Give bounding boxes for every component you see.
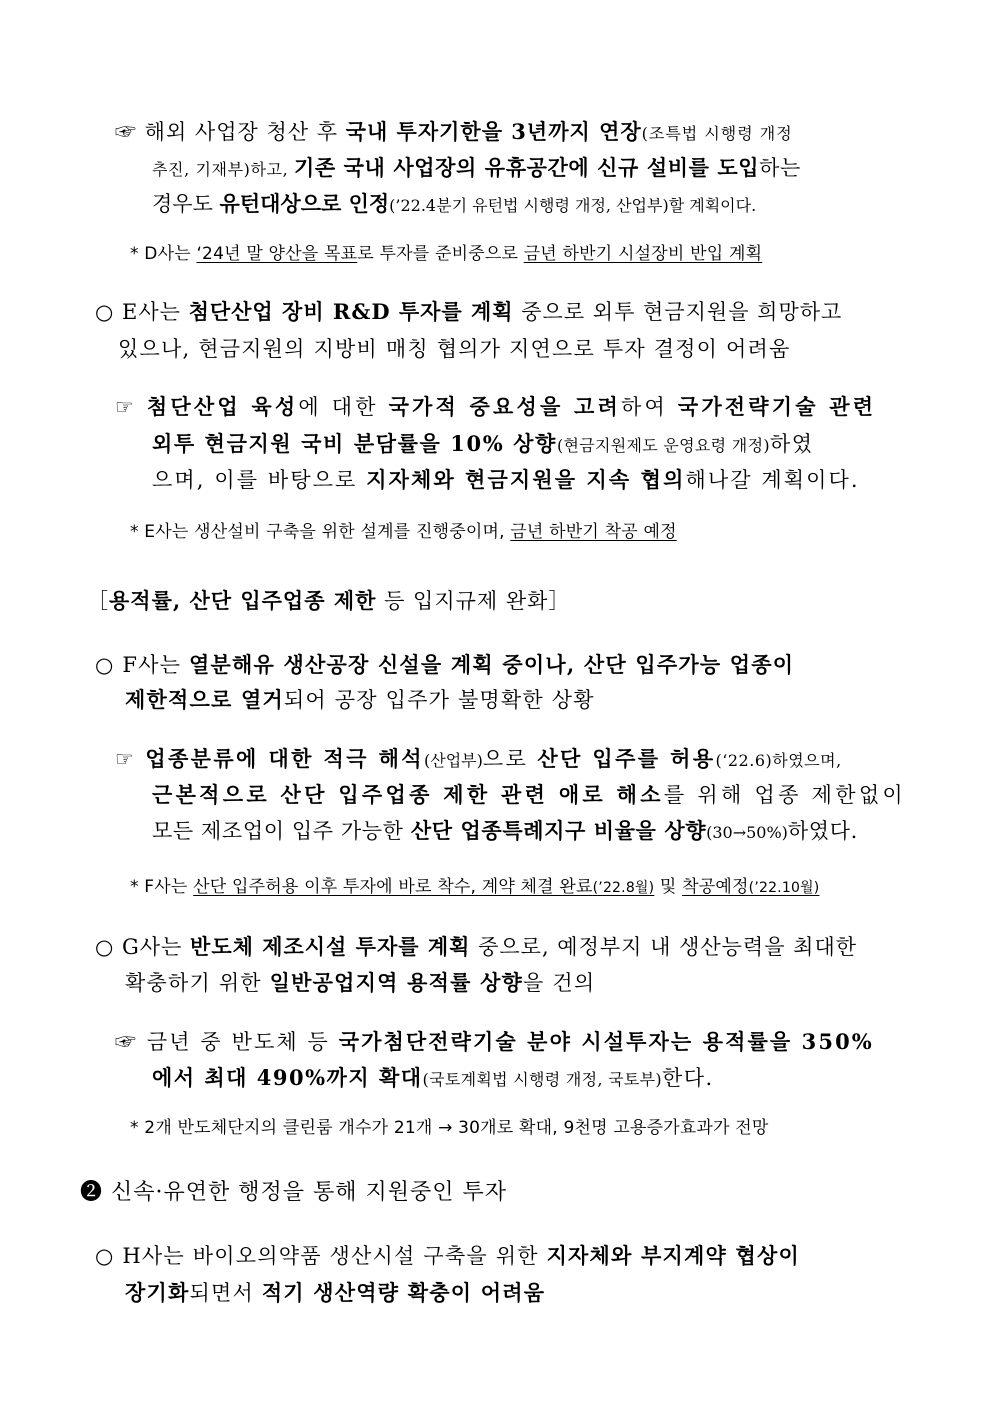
bold-text: 국내 투자기한을 3년까지 연장 (345, 119, 642, 144)
small-text: (조특법 시행령 개정 (641, 124, 793, 143)
bullet-item (95, 1241, 800, 1271)
bold-text: 산단 입주를 허용 (537, 746, 716, 771)
text-span: 한다. (661, 1066, 714, 1090)
paragraph-line (152, 429, 814, 461)
text-span: ☞ (115, 395, 147, 419)
bold-text: 국가첨단전략기술 분야 시설투자는 용적률을 350% (338, 1029, 874, 1054)
text-span: 신속·유연한 행정을 통해 지원중인 투자 (103, 1180, 508, 1205)
text-span: 및 (654, 877, 683, 897)
text-span: ○ E사는 (95, 300, 189, 324)
text-span: 을 건의 (523, 971, 596, 995)
text-span: 확충하기 위한 (125, 971, 270, 995)
bold-text: 용적률, 산단 입주업종 제한 (109, 588, 377, 613)
bold-text: 외투 현금지원 국비 분담률을 10% 상향 (152, 431, 557, 456)
bold-text: 제한적으로 열거 (125, 687, 284, 712)
paragraph-line (125, 968, 595, 998)
paragraph-line (152, 465, 860, 495)
text-span: 에 대한 (298, 395, 389, 419)
text-span: * E사는 생산설비 구축을 위한 설계를 진행중이며, (130, 522, 511, 542)
text-span: 하였 (769, 432, 814, 456)
footnote (130, 1113, 769, 1143)
bold-text: 장기화 (125, 1280, 190, 1305)
bold-text: 첨단산업 장비 R&D 투자를 계획 (188, 299, 514, 324)
bullet-item (95, 297, 842, 327)
bullet-item (95, 650, 794, 680)
bold-text: 열분해유 생산공장 신설을 계획 중이나, 산단 입주가능 업종이 (189, 652, 795, 677)
underlined-text: 산단 입주허용 이후 투자에 바로 착수, 계약 체결 완료 (193, 877, 593, 897)
text-span: 하여 (620, 395, 678, 419)
text-span: 으며, 이를 바탕으로 (152, 468, 367, 492)
underlined-text: (’22.10월) (748, 880, 820, 896)
text-span: 모든 제조업이 입주 가능한 (152, 819, 411, 843)
text-span: 해나갈 계획이다. (685, 468, 860, 492)
bold-text: 산단 업종특례지구 비율을 상향 (410, 818, 707, 843)
text-span: * 2개 반도체단지의 클린룸 개수가 21개 → 30개로 확대, 9천명 고용증가효과가 전망 (130, 1118, 769, 1138)
footnote (130, 872, 819, 903)
section-heading (87, 586, 570, 616)
footnote (130, 239, 762, 269)
paragraph-line (115, 392, 876, 422)
bold-text: 지자체와 부지계약 협상이 (546, 1243, 800, 1268)
underlined-text: 금년 하반기 시설장비 반입 계획 (523, 244, 763, 264)
paragraph-line (118, 334, 790, 364)
text-span: 되면서 (189, 1281, 262, 1305)
small-text: (‘22.6)하였으며, (715, 751, 842, 770)
text-span: ○ G사는 (95, 935, 191, 959)
text-span: 으로 (482, 747, 538, 771)
underlined-text: 금년 하반기 착공 예정 (510, 522, 677, 542)
underlined-text: 착공예정 (682, 877, 749, 897)
paragraph-line (152, 780, 906, 810)
text-span: 등 입지규제 완화］ (376, 589, 571, 613)
footnote (130, 517, 677, 547)
text-span: ☞ (115, 747, 146, 771)
paragraph-line (152, 816, 858, 848)
bold-text: 업종분류에 대한 적극 해석 (145, 746, 424, 771)
bullet-item (95, 932, 857, 962)
text-span: 있으나, 현금지원의 지방비 매칭 협의가 지연으로 투자 결정이 어려움 (118, 337, 791, 361)
bold-text: 유턴대상으로 인정 (219, 191, 390, 216)
text-span: ☞ 금년 중 반도체 등 (115, 1030, 339, 1054)
text-span: * F사는 (130, 877, 194, 897)
bold-text: 국가적 중요성을 고려 (388, 394, 621, 419)
bold-text: 기존 국내 사업장의 유휴공간에 신규 설비를 도입 (293, 155, 760, 180)
paragraph-line (152, 189, 756, 221)
text-span: 되어 공장 입주가 불명확한 상황 (283, 688, 595, 712)
text-span: 하였다. (787, 819, 858, 843)
text-span: ○ F사는 (95, 653, 190, 677)
small-text: (산업부) (424, 751, 483, 770)
bold-text: 일반공업지역 용적률 상향 (269, 970, 524, 995)
text-span: 경우도 (152, 192, 220, 216)
text-span: * D사는 (130, 244, 197, 264)
text-span: 중으로, 예정부지 내 생산능력을 최대한 (470, 935, 858, 959)
paragraph-line (115, 117, 793, 149)
text-span: 하는 (759, 156, 801, 180)
paragraph-line (125, 685, 595, 715)
small-text: (현금지원제도 운영요령 개정) (556, 436, 770, 455)
paragraph-line (152, 153, 801, 185)
underlined-text: ‘24년 말 양산을 목표 (196, 244, 358, 264)
bold-text: 국가전략기술 관련 (677, 394, 877, 419)
paragraph-line (115, 744, 842, 776)
paragraph-line (125, 1278, 545, 1308)
text-span: 중으로 외투 현금지원을 희망하고 (513, 300, 843, 324)
small-text: (30→50%) (706, 823, 788, 842)
small-text: (국토계획법 시행령 개정, 국토부) (422, 1070, 662, 1089)
text-span: 로 투자를 준비중으로 (357, 244, 524, 264)
number-2-icon: ❷ (80, 1180, 104, 1205)
bold-text: 첨단산업 육성 (146, 394, 299, 419)
bold-text: 적기 생산역량 확충이 어려움 (261, 1280, 546, 1305)
text-span: ☞ 해외 사업장 청산 후 (115, 120, 346, 144)
bold-text: 지자체와 현금지원을 지속 협의 (366, 467, 686, 492)
bold-text: 반도체 제조시설 투자를 계획 (190, 934, 471, 959)
paragraph-line (152, 1063, 714, 1095)
bold-text: 근본적으로 산단 입주업종 제한 관련 애로 해소 (152, 782, 664, 807)
paragraph-line (115, 1027, 874, 1057)
text-span: ［ (87, 589, 109, 613)
text-span: ○ H사는 바이오의약품 생산시설 구축을 위한 (95, 1244, 547, 1268)
bold-text: 에서 최대 490%까지 확대 (152, 1065, 423, 1090)
subsection-heading (80, 1178, 507, 1208)
underlined-text: (’22.8월) (592, 880, 655, 896)
small-text: 추진, 기재부)하고, (152, 160, 294, 179)
text-span: 를 위해 업종 제한없이 (663, 783, 907, 807)
small-text: (’22.4분기 유턴법 시행령 개정, 산업부)할 계획이다. (389, 196, 757, 215)
